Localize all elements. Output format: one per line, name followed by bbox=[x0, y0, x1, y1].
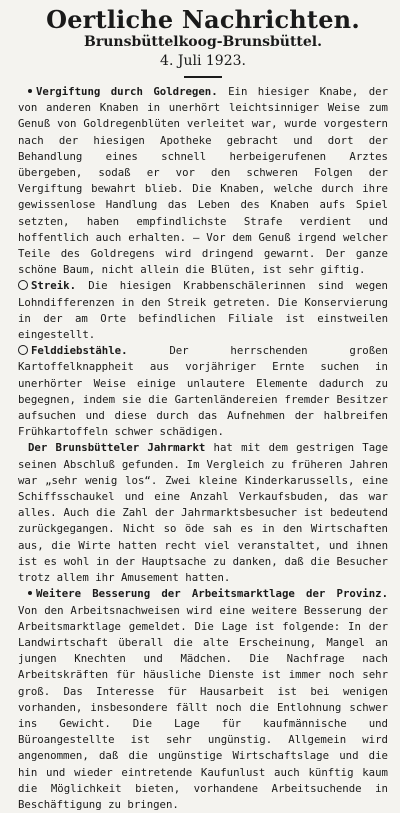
article-heading: Vergiftung durch Goldregen. bbox=[36, 85, 218, 98]
locality-subtitle: Brunsbüttelkoog-Brunsbüttel. bbox=[84, 34, 322, 50]
bullet-dot-icon bbox=[28, 591, 32, 595]
article-heading: Felddiebstähle. bbox=[31, 344, 128, 358]
article-streik bbox=[18, 278, 388, 343]
article-arbeitsmarkt bbox=[18, 586, 388, 813]
separator-rule bbox=[184, 76, 222, 78]
article-felddiebstaehle bbox=[18, 343, 388, 440]
masthead bbox=[18, 6, 388, 78]
article-heading: Streik. bbox=[31, 279, 77, 293]
bullet-dot-icon bbox=[28, 89, 32, 93]
article-jahrmarkt bbox=[18, 440, 388, 586]
article-goldregen bbox=[18, 84, 388, 278]
article-heading: Weitere Besserung der Arbeitsmarktlage der Provinz. bbox=[36, 587, 388, 601]
article-heading: Der Brunsbütteler Jahrmarkt bbox=[28, 441, 206, 455]
article-body: hat mit dem gestrigen Tage seinen Abschluß gefunden. Im Vergleich zu früheren Jahren war „sehr wenig los“. Zwei kleine Kinderkarussells, eine Schiffsschaukel und eine Anzahl Verkaufsbuden, das war alles. Auch die Zahl der Jahrmarktsbesucher ist bedeutend zurückgegangen. Nicht so öde sah es in den Wirtschaften aus, die Wirte hatten recht viel veranstaltet, und ihnen ist es wohl in der Hauptsache zu danken, daß die Besucher trotz allem ihr Amusement hatten. bbox=[18, 441, 389, 585]
circle-marker-icon bbox=[18, 345, 28, 355]
news-column bbox=[18, 84, 388, 813]
article-body: Die hiesigen Krabbenschälerinnen sind wegen Lohndifferenzen in den Streik getreten. Die Konservierung in der am Orte befindlichen Filiale ist einstweilen eingestellt. bbox=[18, 279, 388, 342]
article-body: Der herrschenden großen Kartoffelknappheit aus vorjähriger Ernte suchen in unerhörter Weise einige unlautere Elemente dadurch zu begegnen, indem sie die Gartenländereien fremder Besitzer aufsuchen und diese durch das Aufnehmen der halbreifen Frühkartoffeln schwer schädigen. bbox=[18, 344, 388, 439]
circle-marker-icon bbox=[18, 280, 28, 290]
article-body: Von den Arbeitsnachweisen wird eine weitere Besserung der Arbeitsmarktlage gemeldet. Die Lage ist folgende: In der Landwirtschaft überall die alte Erscheinung, Mangel an jungen Knechten und Mädchen. Die Nachfrage nach Arbeitskräften für häusliche Dienste ist immer noch sehr groß. Das Interesse für Hausarbeit ist bei wenigen vorhanden, insbesondere fällt noch die Entlohnung schwer ins Gewicht. Die Lage für kaufmännische und Büroangestellte ist sehr ungünstig. Allgemein wird angenommen, daß die ungünstige Wirtschaftslage und die hin und wieder eintretende Kaufunlust auch künftig kaum die Möglichkeit bieten, vorhandene Arbeitsuchende in Beschäftigung zu bringen. bbox=[18, 603, 388, 811]
page-title: Oertliche Nachrichten. bbox=[46, 5, 360, 34]
issue-date: 4. Juli 1923. bbox=[160, 53, 246, 69]
article-body: Ein hiesiger Knabe, der von anderen Knaben in unerhört leichtsinniger Weise zum Genuß von Goldregenblüten verleitet war, wurde vorgestern nach der hiesigen Apotheke gebracht und dort der Behandlung eines schnell herbeigerufenen Arztes übergeben, sodaß er vor den schweren Folgen der Vergiftung bewahrt blieb. Die Knaben, welche durch ihre gewissenlose Handlung das Leben des Knaben aufs Spiel setzten, haben empfindlichste Strafe verdient und hoffentlich auch erhalten. — Vor dem Genuß irgend welcher Teile des Goldregens wird dringend gewarnt. Der ganze schöne Baum, nicht allein die Blüten, ist sehr giftig. bbox=[18, 85, 388, 277]
